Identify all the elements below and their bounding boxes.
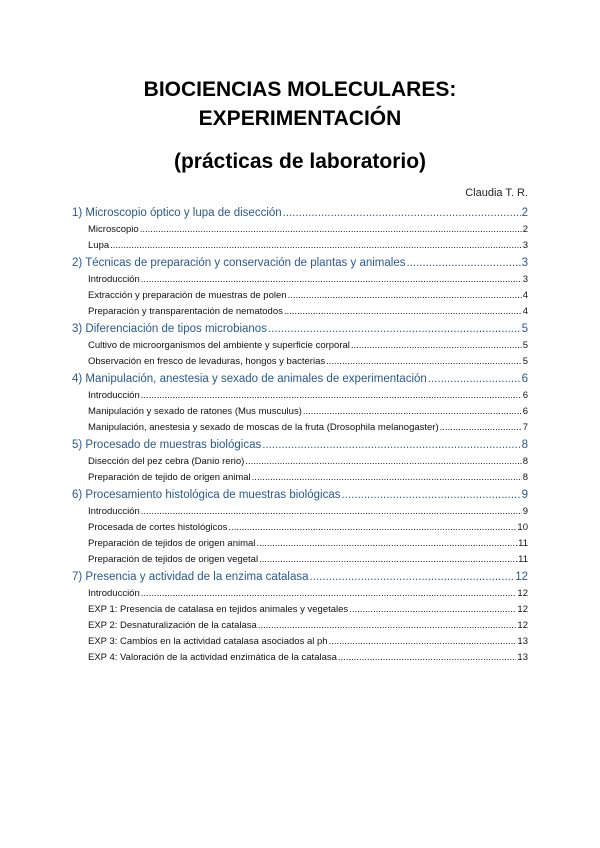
toc-item-page-number: 13 (517, 636, 528, 647)
dot-leader (349, 602, 516, 618)
dot-leader (428, 370, 521, 388)
toc-item-page-number: 11 (518, 538, 528, 549)
toc-section-page-number: 3 (521, 257, 528, 269)
dot-leader (268, 320, 521, 338)
toc-item[interactable] (72, 420, 528, 436)
toc-item-page-number: 5 (522, 340, 528, 351)
toc-section-page-number: 6 (521, 373, 528, 385)
toc-section-page-number: 12 (515, 571, 528, 583)
dot-leader (284, 304, 522, 320)
dot-leader (228, 520, 516, 536)
toc-item-label: Observación en fresco de levaduras, hongos y bacterias (88, 356, 326, 367)
dot-leader (252, 470, 522, 486)
dot-leader (141, 388, 522, 404)
toc-section-label: 4) Manipulación, anestesia y sexado de animales de experimentación (72, 373, 427, 385)
toc-section-label: 3) Diferenciación de tipos microbianos (72, 323, 267, 335)
toc-item-page-number: 2 (522, 224, 528, 235)
toc-section[interactable] (72, 204, 528, 222)
toc-item-page-number: 6 (522, 406, 528, 417)
toc-item-label: Microscopio (88, 224, 139, 235)
toc-item-label: Manipulación, anestesia y sexado de moscas de la fruta (Drosophila melanogaster) (88, 422, 439, 433)
toc-item-label: Manipulación y sexado de ratones (Mus musculus) (88, 406, 302, 417)
toc-item-label: Disección del pez cebra (Danio rerio) (88, 456, 245, 467)
toc-section[interactable] (72, 486, 528, 504)
toc-item-label: Cultivo de microorganismos del ambiente y superficie corporal (88, 340, 350, 351)
toc-item-page-number: 8 (522, 472, 528, 483)
dot-leader (141, 504, 522, 520)
toc-item-label: Extracción y preparación de muestras de polen (88, 290, 287, 301)
toc-section[interactable] (72, 568, 528, 586)
dot-leader (303, 404, 522, 420)
dot-leader (329, 634, 517, 650)
dot-leader (262, 436, 520, 454)
toc-item[interactable] (72, 650, 528, 666)
document-title-line2: EXPERIMENTACIÓN (198, 107, 402, 130)
toc-item-page-number: 11 (518, 554, 528, 565)
dot-leader (259, 552, 517, 568)
toc-section[interactable] (72, 370, 528, 388)
author-name: Claudia T. R. (465, 187, 528, 199)
toc-item[interactable] (72, 288, 528, 304)
toc-section-page-number: 2 (521, 207, 528, 219)
dot-leader (141, 586, 517, 602)
toc-section-label: 6) Procesamiento histológica de muestras biológicas (72, 489, 341, 501)
toc-item-page-number: 12 (517, 588, 528, 599)
toc-section[interactable] (72, 320, 528, 338)
toc-item-page-number: 7 (522, 422, 528, 433)
toc-item-label: EXP 3: Cambios en la actividad catalasa asociados al ph (88, 636, 328, 647)
toc-item[interactable] (72, 470, 528, 486)
toc-item[interactable] (72, 338, 528, 354)
toc-item-label: Procesada de cortes histológicos (88, 522, 228, 533)
toc-item-page-number: 3 (522, 240, 528, 251)
toc-section-page-number: 5 (521, 323, 528, 335)
toc-item-label: Preparación de tejidos de origen animal (88, 538, 256, 549)
toc-section-page-number: 8 (521, 439, 528, 451)
dot-leader (351, 338, 522, 354)
toc-item-page-number: 8 (522, 456, 528, 467)
dot-leader (245, 454, 521, 470)
toc-item[interactable] (72, 304, 528, 320)
toc-item[interactable] (72, 504, 528, 520)
toc-item[interactable] (72, 536, 528, 552)
dot-leader (258, 618, 517, 634)
dot-leader (440, 420, 522, 436)
toc-item-page-number: 4 (522, 290, 528, 301)
dot-leader (110, 238, 522, 254)
toc-item[interactable] (72, 354, 528, 370)
toc-item-page-number: 3 (522, 274, 528, 285)
toc-item-page-number: 5 (522, 356, 528, 367)
toc-item-page-number: 6 (522, 390, 528, 401)
dot-leader (283, 204, 521, 222)
toc-item[interactable] (72, 586, 528, 602)
document-subtitle: (prácticas de laboratorio) (173, 150, 427, 173)
toc-item[interactable] (72, 552, 528, 568)
toc-item[interactable] (72, 454, 528, 470)
toc-item-label: Introducción (88, 390, 140, 401)
toc-item[interactable] (72, 520, 528, 536)
toc-item-label: Introducción (88, 274, 140, 285)
toc-item-page-number: 9 (522, 506, 528, 517)
dot-leader (341, 486, 520, 504)
toc-section-label: 2) Técnicas de preparación y conservación de plantas y animales (72, 257, 406, 269)
toc-item-label: Preparación de tejidos de origen vegetal (88, 554, 259, 565)
dot-leader (406, 254, 520, 272)
toc-item[interactable] (72, 404, 528, 420)
toc-item[interactable] (72, 272, 528, 288)
toc-section-label: 1) Microscopio óptico y lupa de disección (72, 207, 282, 219)
dot-leader (288, 288, 522, 304)
toc-item-label: Preparación y transparentación de nematodos (88, 306, 283, 317)
toc-item-page-number: 12 (517, 620, 528, 631)
document-title-line1: BIOCIENCIAS MOLECULARES: (143, 78, 457, 101)
toc-item-label: EXP 4: Valoración de la actividad enzimática de la catalasa (88, 652, 337, 663)
dot-leader (140, 222, 522, 238)
dot-leader (338, 650, 517, 666)
table-of-contents (72, 204, 528, 666)
dot-leader (310, 568, 515, 586)
toc-section-label: 5) Procesado de muestras biológicas (72, 439, 262, 451)
dot-leader (256, 536, 517, 552)
toc-item[interactable] (72, 634, 528, 650)
toc-section-label: 7) Presencia y actividad de la enzima catalasa (72, 571, 309, 583)
toc-section-page-number: 9 (521, 489, 528, 501)
toc-section[interactable] (72, 254, 528, 272)
toc-item[interactable] (72, 618, 528, 634)
toc-item-label: Introducción (88, 588, 140, 599)
toc-item-label: EXP 1: Presencia de catalasa en tejidos animales y vegetales (88, 604, 349, 615)
toc-item[interactable] (72, 222, 528, 238)
toc-item-page-number: 10 (517, 522, 528, 533)
toc-item[interactable] (72, 388, 528, 404)
toc-item-page-number: 4 (522, 306, 528, 317)
toc-item[interactable] (72, 602, 528, 618)
toc-item-page-number: 13 (517, 652, 528, 663)
toc-item-page-number: 12 (517, 604, 528, 615)
toc-item[interactable] (72, 238, 528, 254)
toc-item-label: EXP 2: Desnaturalización de la catalasa (88, 620, 257, 631)
toc-item-label: Introducción (88, 506, 140, 517)
dot-leader (141, 272, 522, 288)
toc-item-label: Lupa (88, 240, 110, 251)
toc-item-label: Preparación de tejido de origen animal (88, 472, 251, 483)
dot-leader (326, 354, 522, 370)
toc-section[interactable] (72, 436, 528, 454)
